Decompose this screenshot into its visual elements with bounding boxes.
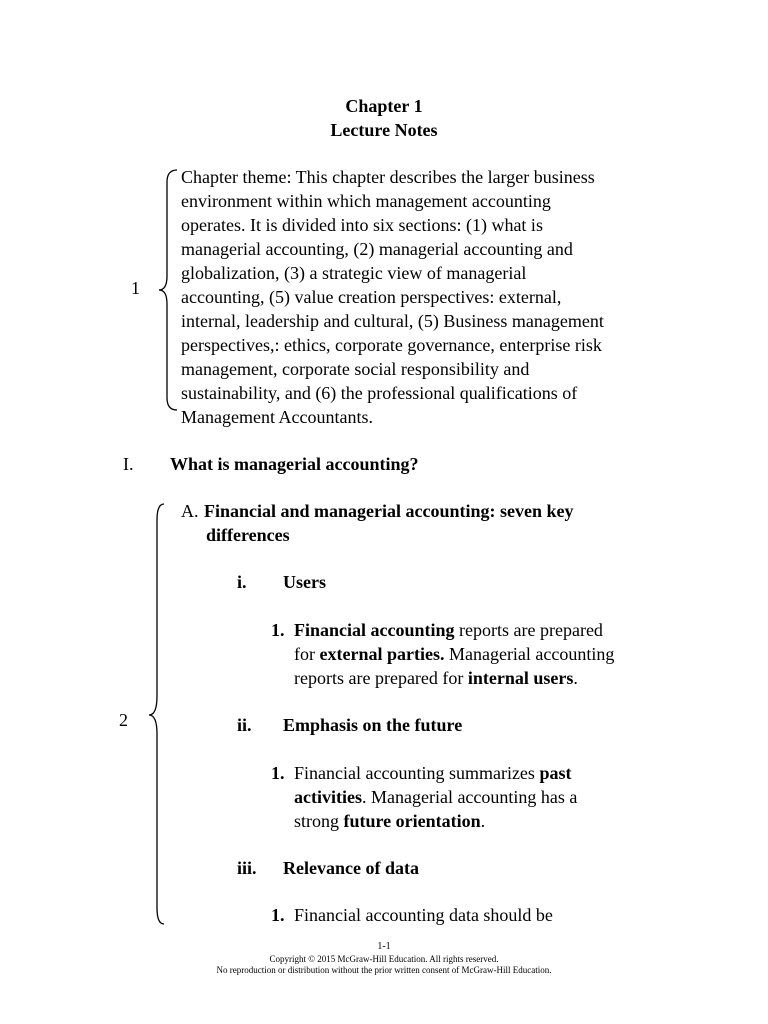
section-heading: What is managerial accounting? — [170, 454, 419, 474]
point-number: 1. — [271, 620, 285, 640]
text-run: Managerial accounting — [444, 644, 615, 664]
brace-2 — [144, 500, 174, 930]
text-run: . — [480, 811, 486, 831]
theme-line: operates. It is divided into six sections: (1) what is — [181, 215, 543, 235]
theme-line: Management Accountants. — [181, 407, 373, 427]
chapter-title: Chapter 1 — [345, 96, 423, 116]
emphasis-point-line3 — [294, 809, 485, 833]
text-run: for — [294, 644, 320, 664]
theme-line: perspectives,: ethics, corporate governance, enterprise risk — [181, 335, 602, 355]
users-point-line1 — [294, 618, 603, 642]
point-number: 1. — [271, 763, 285, 783]
section-marker-2: 2 — [119, 710, 128, 730]
section-marker-1: 1 — [131, 278, 140, 298]
bold-term: Financial accounting — [294, 620, 455, 640]
item-numeral-ii: ii. — [237, 715, 252, 735]
theme-line: globalization, (3) a strategic view of managerial — [181, 263, 527, 283]
copyright-line: Copyright © 2015 McGraw-Hill Education. All rights reserved. — [269, 954, 499, 964]
bold-term: internal users — [467, 668, 574, 688]
subsection-a-title-line1: Financial and managerial accounting: seven key — [204, 501, 574, 521]
subsection-letter-a: A. — [181, 501, 199, 521]
theme-line: management, corporate social responsibility and — [181, 359, 530, 379]
theme-line: accounting, (5) value creation perspectives: external, — [181, 287, 562, 307]
point-number: 1. — [271, 905, 285, 925]
item-numeral-iii: iii. — [237, 858, 257, 878]
subsection-a-title-line2: differences — [206, 525, 290, 545]
reproduction-notice: No reproduction or distribution without the prior written consent of McGraw-Hill Education. — [216, 965, 552, 975]
bold-term: external parties. — [319, 644, 445, 664]
item-numeral-i: i. — [237, 572, 247, 592]
theme-line: environment within which management accounting — [181, 191, 551, 211]
text-run: reports are prepared for — [294, 668, 468, 688]
emphasis-point-line1 — [294, 761, 571, 785]
item-title-relevance: Relevance of data — [283, 858, 419, 878]
theme-line: internal, leadership and cultural, (5) Business management — [181, 311, 604, 331]
bold-term: past — [539, 763, 572, 783]
item-title-users: Users — [283, 572, 326, 592]
users-point-line2 — [294, 642, 614, 666]
theme-line: managerial accounting, (2) managerial accounting and — [181, 239, 573, 259]
text-run: reports are prepared — [454, 620, 603, 640]
item-title-emphasis: Emphasis on the future — [283, 715, 463, 735]
users-point-line3 — [294, 666, 578, 690]
bold-term: activities — [294, 787, 362, 807]
bold-term: future orientation — [343, 811, 481, 831]
text-run: Financial accounting summarizes — [294, 763, 540, 783]
theme-line: Chapter theme: This chapter describes the larger business — [181, 167, 595, 187]
section-numeral-i: I. — [123, 454, 134, 474]
emphasis-point-line2 — [294, 785, 577, 809]
text-run: . — [573, 668, 578, 688]
relevance-point-line1: Financial accounting data should be — [294, 905, 553, 925]
theme-line: sustainability, and (6) the professional qualifications of — [181, 383, 578, 403]
page-number: 1-1 — [377, 941, 391, 952]
chapter-theme-paragraph — [181, 165, 681, 429]
lecture-notes-title: Lecture Notes — [330, 120, 438, 140]
text-run: . Managerial accounting has a — [361, 787, 578, 807]
text-run: strong — [294, 811, 344, 831]
